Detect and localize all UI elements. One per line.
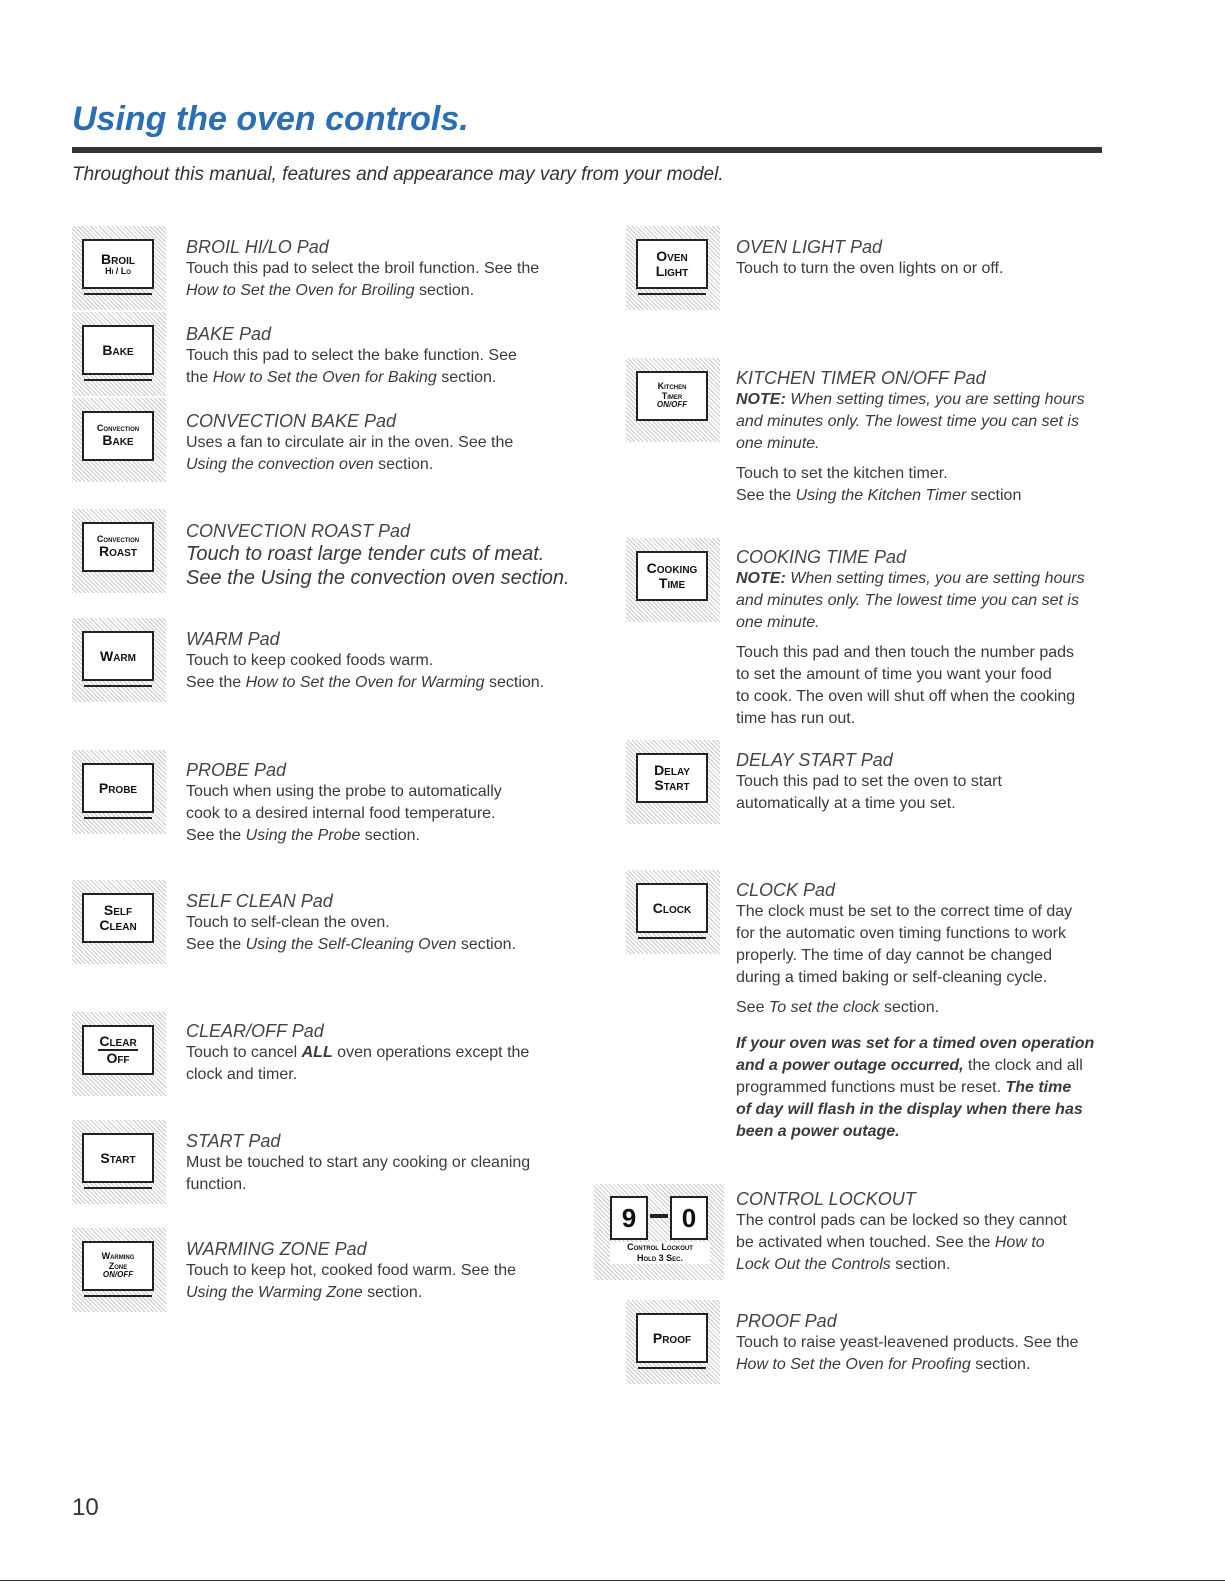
clear-off-text2: clock and timer. [186, 1066, 298, 1083]
clock-text4: during a timed baking or self-cleaning cycle. [736, 969, 1048, 986]
self-clean-pad-sublabel: Clean [99, 917, 137, 933]
clear-off-pre: Touch to cancel [186, 1044, 302, 1061]
lockout-link-bar [650, 1214, 668, 1218]
delay-start-entry [736, 749, 1002, 815]
bake-entry [186, 323, 517, 389]
broil-tail: section. [414, 282, 475, 299]
conv-bake-text: Uses a fan to circulate air in the oven. See the [186, 434, 514, 451]
warming-zone-heading: WARMING ZONE Pad [186, 1239, 367, 1259]
probe-pre: See the [186, 827, 246, 844]
bake-pre: the [186, 369, 213, 386]
warm-text: Touch to keep cooked foods warm. [186, 652, 434, 669]
self-clean-pad-label: Self [103, 902, 133, 919]
cooking-time-note1: When setting times, you are setting hours [785, 570, 1085, 587]
clock-see-link: To set the clock [768, 999, 880, 1016]
lockout-key-9: 9 [610, 1196, 648, 1240]
cooking-time-text3: to cook. The oven will shut off when the cooking [736, 688, 1076, 705]
warm-entry [186, 628, 544, 694]
cooking-time-entry [736, 546, 1085, 730]
start-heading: START Pad [186, 1131, 281, 1151]
control-lockout-link1: How to [994, 1234, 1045, 1251]
clock-warning2b: the clock and all [963, 1057, 1083, 1074]
clock-text2: for the automatic oven timing functions to work [736, 925, 1066, 942]
cooking-time-text1: Touch this pad and then touch the number pads [736, 644, 1075, 661]
warming-zone-text: Touch to keep hot, cooked food warm. See the [186, 1262, 516, 1279]
warm-tail: section. [484, 674, 545, 691]
broil-entry [186, 236, 539, 302]
bottom-rule [0, 1580, 1225, 1581]
kitchen-timer-link: Using the Kitchen Timer [795, 487, 967, 504]
kitchen-timer-note-label: NOTE: [736, 391, 786, 408]
self-clean-entry [186, 890, 516, 956]
clock-warning2: and a power outage occurred, [736, 1057, 964, 1074]
kitchen-timer-note2: and minutes only. The lowest time you can set is [736, 413, 1079, 430]
warm-pad-icon [72, 618, 166, 702]
convection-bake-entry [186, 410, 513, 476]
kitchen-timer-heading: KITCHEN TIMER ON/OFF Pad [736, 368, 986, 388]
clear-off-bold: ALL [301, 1044, 333, 1061]
delay-start-pad-sublabel: Start [654, 777, 690, 793]
kitchen-timer-pad-sublabel: Timer [661, 390, 683, 401]
control-lockout-text1: The control pads can be locked so they cannot [736, 1212, 1067, 1229]
kitchen-timer-text: Touch to set the kitchen timer. [736, 465, 948, 482]
control-lockout-pad-icon [594, 1184, 724, 1280]
broil-text: Touch this pad to select the broil function. See the [186, 260, 540, 277]
broil-pad-icon [72, 226, 166, 310]
start-entry [186, 1130, 530, 1196]
broil-pad-label: Broil [101, 250, 135, 267]
clear-off-text: oven operations except the [332, 1044, 530, 1061]
clock-see-tail: section. [879, 999, 940, 1016]
lockout-caption1: Control Lockout [627, 1242, 693, 1252]
control-lockout-link2: Lock Out the Controls [736, 1256, 891, 1273]
proof-pad-icon [626, 1300, 720, 1384]
self-clean-pre: See the [186, 936, 246, 953]
conv-roast-line1: Touch to roast large tender cuts of meat. [186, 543, 545, 565]
control-lockout-tail: section. [890, 1256, 951, 1273]
lockout-caption [610, 1242, 710, 1264]
conv-bake-heading: CONVECTION BAKE Pad [186, 411, 397, 431]
start-pad-icon [72, 1120, 166, 1204]
self-clean-tail: section. [456, 936, 516, 953]
warming-zone-link: Using the Warming Zone [186, 1284, 363, 1301]
kitchen-timer-note3: one minute. [736, 435, 820, 452]
oven-light-pad-label: Oven [656, 248, 688, 265]
kitchen-timer-note1: When setting times, you are setting hours [785, 391, 1085, 408]
bake-pad-label: Bake [102, 341, 134, 358]
start-text2: function. [186, 1176, 247, 1193]
control-lockout-text2: be activated when touched. See the [736, 1234, 995, 1251]
oven-light-heading: OVEN LIGHT Pad [736, 237, 883, 257]
cooking-time-text2: to set the amount of time you want your food [736, 666, 1052, 683]
oven-light-pad-icon [626, 226, 720, 310]
conv-roast-heading: CONVECTION ROAST Pad [186, 521, 411, 541]
self-clean-link: Using the Self-Cleaning Oven [245, 936, 457, 953]
start-text1: Must be touched to start any cooking or cleaning [186, 1154, 531, 1171]
delay-start-text1: Touch this pad to set the oven to start [736, 773, 1002, 790]
control-lockout-entry [736, 1188, 1067, 1276]
conv-roast-pad-sublabel: Roast [99, 543, 137, 560]
clock-warning1: If your oven was set for a timed oven operation [736, 1035, 1095, 1052]
bake-link: How to Set the Oven for Baking [212, 369, 437, 386]
oven-light-text: Touch to turn the oven lights on or off. [736, 260, 1004, 277]
warming-zone-pad-onoff: ON/OFF [102, 1270, 134, 1280]
cooking-time-note2: and minutes only. The lowest time you can set is [736, 592, 1079, 609]
clear-off-entry [186, 1020, 529, 1086]
proof-heading: PROOF Pad [736, 1311, 837, 1331]
warming-zone-pad-sublabel: Zone [108, 1260, 128, 1271]
kitchen-timer-pad-onoff: ON/OFF [656, 400, 688, 410]
warming-zone-tail: section. [362, 1284, 423, 1301]
cooking-time-pad-icon [626, 538, 720, 622]
warm-heading: WARM Pad [186, 629, 280, 649]
conv-roast-pad-label: Convection [96, 533, 140, 544]
broil-heading: BROIL HI/LO Pad [186, 237, 329, 257]
proof-text: Touch to raise yeast-leavened products. See the [736, 1334, 1079, 1351]
proof-pad-label: Proof [652, 1329, 692, 1346]
warm-pre: See the [186, 674, 246, 691]
delay-start-pad-label: Delay [654, 762, 690, 779]
clear-off-pad-sublabel: Off [98, 1049, 137, 1066]
proof-tail: section. [970, 1356, 1031, 1373]
page-number: 10 [72, 1494, 99, 1521]
delay-start-heading: DELAY START Pad [736, 750, 893, 770]
clock-see-pre: See [736, 999, 769, 1016]
cooking-time-pad-label: Cooking [646, 560, 698, 577]
self-clean-text: Touch to self-clean the oven. [186, 914, 390, 931]
kitchen-timer-tail: section [966, 487, 1022, 504]
probe-tail: section. [360, 827, 420, 844]
self-clean-pad-icon [72, 880, 166, 964]
control-lockout-heading: CONTROL LOCKOUT [736, 1189, 916, 1209]
clock-pad-icon [626, 870, 720, 954]
broil-pad-sublabel: Hi / Lo [105, 265, 131, 276]
warm-link: How to Set the Oven for Warming [245, 674, 485, 691]
probe-heading: PROBE Pad [186, 760, 287, 780]
bake-pad-icon [72, 312, 166, 396]
clock-warning5: been a power outage. [736, 1123, 900, 1140]
page-subtitle: Throughout this manual, features and appearance may vary from your model. [72, 164, 724, 185]
bake-heading: BAKE Pad [186, 324, 272, 344]
probe-text2: cook to a desired internal food temperature. [186, 805, 496, 822]
delay-start-text2: automatically at a time you set. [736, 795, 956, 812]
cooking-time-text4: time has run out. [736, 710, 856, 727]
oven-light-entry [736, 236, 1003, 280]
oven-light-pad-sublabel: Light [655, 263, 689, 279]
warming-zone-entry [186, 1238, 516, 1304]
conv-roast-line2: See the Using the convection oven section. [186, 567, 570, 589]
proof-entry [736, 1310, 1078, 1376]
conv-bake-pad-sublabel: Bake [102, 432, 134, 449]
conv-bake-pad-label: Convection [96, 422, 140, 433]
cooking-time-note3: one minute. [736, 614, 820, 631]
cooking-time-pad-sublabel: Time [658, 575, 686, 591]
probe-pad-label: Probe [98, 779, 138, 796]
clock-heading: CLOCK Pad [736, 880, 836, 900]
cooking-time-heading: COOKING TIME Pad [736, 547, 907, 567]
conv-bake-tail: section. [373, 456, 434, 473]
bake-tail: section. [436, 369, 497, 386]
convection-roast-pad-icon [72, 509, 166, 593]
convection-bake-pad-icon [72, 398, 166, 482]
kitchen-timer-pad-icon [626, 358, 720, 442]
convection-roast-entry [186, 520, 570, 590]
start-pad-label: Start [100, 1149, 136, 1166]
broil-link: How to Set the Oven for Broiling [186, 282, 415, 299]
proof-link: How to Set the Oven for Proofing [736, 1356, 971, 1373]
bake-text: Touch this pad to select the bake function. See [186, 347, 517, 364]
kitchen-timer-pre: See the [736, 487, 796, 504]
clear-off-pad-label: Clear [99, 1033, 137, 1050]
kitchen-timer-entry [736, 367, 1085, 507]
probe-text1: Touch when using the probe to automatically [186, 783, 502, 800]
clock-entry [736, 879, 1094, 1143]
cooking-time-note-label: NOTE: [736, 570, 786, 587]
clear-off-heading: CLEAR/OFF Pad [186, 1021, 324, 1041]
self-clean-heading: SELF CLEAN Pad [186, 891, 333, 911]
page-title: Using the oven controls. [72, 100, 469, 138]
warming-zone-pad-icon [72, 1228, 166, 1312]
clock-pad-label: Clock [652, 899, 692, 916]
delay-start-pad-icon [626, 740, 720, 824]
clear-off-pad-icon [72, 1012, 166, 1096]
probe-link: Using the Probe [245, 827, 361, 844]
clock-warning4: of day will flash in the display when there has [736, 1101, 1083, 1118]
warm-pad-label: Warm [100, 647, 136, 664]
lockout-key-0: 0 [670, 1196, 708, 1240]
clock-text1: The clock must be set to the correct time of day [736, 903, 1073, 920]
clock-warning3b: The time [1005, 1079, 1072, 1096]
clock-warning3: programmed functions must be reset. [736, 1079, 1006, 1096]
warming-zone-pad-label: Warming [101, 1251, 135, 1262]
kitchen-timer-pad-label: Kitchen [657, 381, 687, 392]
conv-bake-link: Using the convection oven [186, 456, 374, 473]
clock-text3: properly. The time of day cannot be changed [736, 947, 1053, 964]
probe-entry [186, 759, 502, 847]
title-rule [72, 147, 1102, 153]
probe-pad-icon [72, 750, 166, 834]
lockout-caption2: Hold 3 Sec. [636, 1253, 683, 1263]
